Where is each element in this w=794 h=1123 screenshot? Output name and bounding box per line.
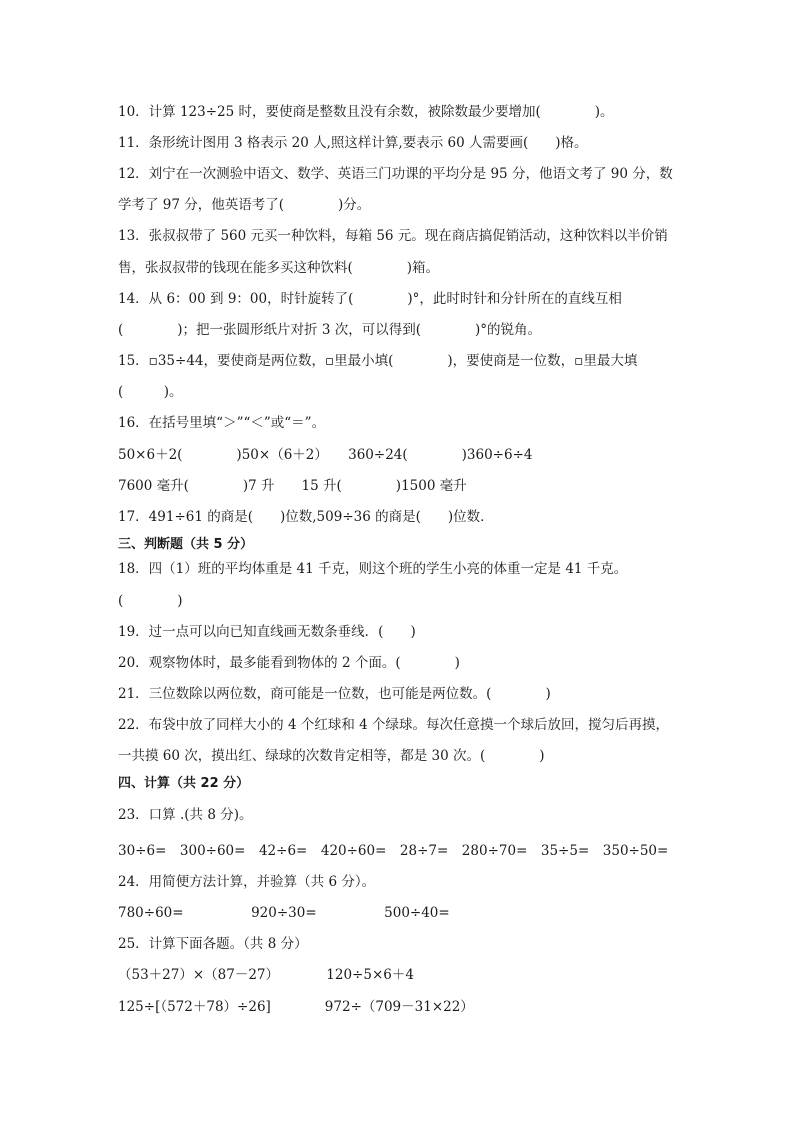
section-title-judgement: 三、判断题（共 5 分） (118, 537, 254, 552)
q13-line-1: 13．张叔叔带了 560 元买一种饮料，每箱 56 元。现在商店搞促销活动，这种饮料以半价销 (118, 228, 668, 244)
q24-problems-row: 780÷60= 920÷30= 500÷40= (118, 905, 450, 921)
q25-problems-row-1: （53＋27）×（87－27） 120÷5×6＋4 (118, 967, 414, 983)
q22-line-2: 一共摸 60 次，摸出红、绿球的次数肯定相等，都是 30 次。( ) (118, 748, 545, 764)
q22-line-1: 22．布袋中放了同样大小的 4 个红球和 4 个绿球。每次任意摸一个球后放回，搅匀后再摸， (118, 717, 670, 733)
q12-line-2: 学考了 97 分，他英语考了( )分。 (118, 197, 371, 213)
q14-line-1: 14．从 6：00 到 9：00，时针旋转了( )°，此时时针和分针所在的直线互相 (118, 291, 622, 307)
q15-line-2: ( )。 (118, 384, 183, 400)
q18-line-2: ( ) (118, 593, 183, 609)
q16-compare-row-1: 50×6＋2( )50×（6＋2） 360÷24( )360÷6÷4 (118, 447, 533, 463)
q10-line: 10．计算 123÷25 时，要使商是整数且没有余数，被除数最少要增加( )。 (118, 104, 614, 120)
q19-line: 19．过一点可以向已知直线画无数条垂线．( ) (118, 624, 416, 640)
q16-line: 16．在括号里填“＞”“＜”或“＝”。 (118, 415, 326, 431)
q11-line: 11．条形统计图用 3 格表示 20 人,照这样计算,要表示 60 人需要画( )格。 (118, 135, 588, 151)
q13-line-2: 售，张叔叔带的钱现在能多买这种饮料( )箱。 (118, 260, 440, 276)
q21-line: 21．三位数除以两位数，商可能是一位数，也可能是两位数。( ) (118, 686, 551, 702)
q23-line: 23．口算 .(共 8 分)。 (118, 807, 253, 823)
q25-problems-row-2: 125÷[（572＋78）÷26] 972÷（709－31×22） (118, 999, 474, 1015)
q14-line-2: ( )；把一张圆形纸片对折 3 次，可以得到( )°的锐角。 (118, 322, 541, 338)
section-title-calculation: 四、计算（共 22 分） (118, 776, 250, 791)
q18-line-1: 18．四（1）班的平均体重是 41 千克，则这个班的学生小亮的体重一定是 41 千克。 (118, 561, 628, 577)
q17-line: 17．491÷61 的商是( )位数,509÷36 的商是( )位数． (118, 509, 494, 525)
q24-line: 24．用简便方法计算，并验算（共 6 分）。 (118, 874, 376, 890)
q20-line: 20．观察物体时，最多能看到物体的 2 个面。( ) (118, 655, 460, 671)
q16-compare-row-2: 7600 毫升( )7 升 15 升( )1500 毫升 (118, 478, 467, 494)
q23-oral-row: 30÷6= 300÷60= 42÷6= 420÷60= 28÷7= 280÷70= 35÷5= 350÷50= (118, 843, 669, 859)
q25-line: 25．计算下面各题。（共 8 分） (118, 936, 308, 952)
q15-line-1: 15．▫35÷44，要使商是两位数，▫里最小填( )，要使商是一位数，▫里最大填 (118, 353, 638, 369)
q12-line-1: 12．刘宁在一次测验中语文、数学、英语三门功课的平均分是 95 分，他语文考了 90 分，数 (118, 166, 673, 182)
